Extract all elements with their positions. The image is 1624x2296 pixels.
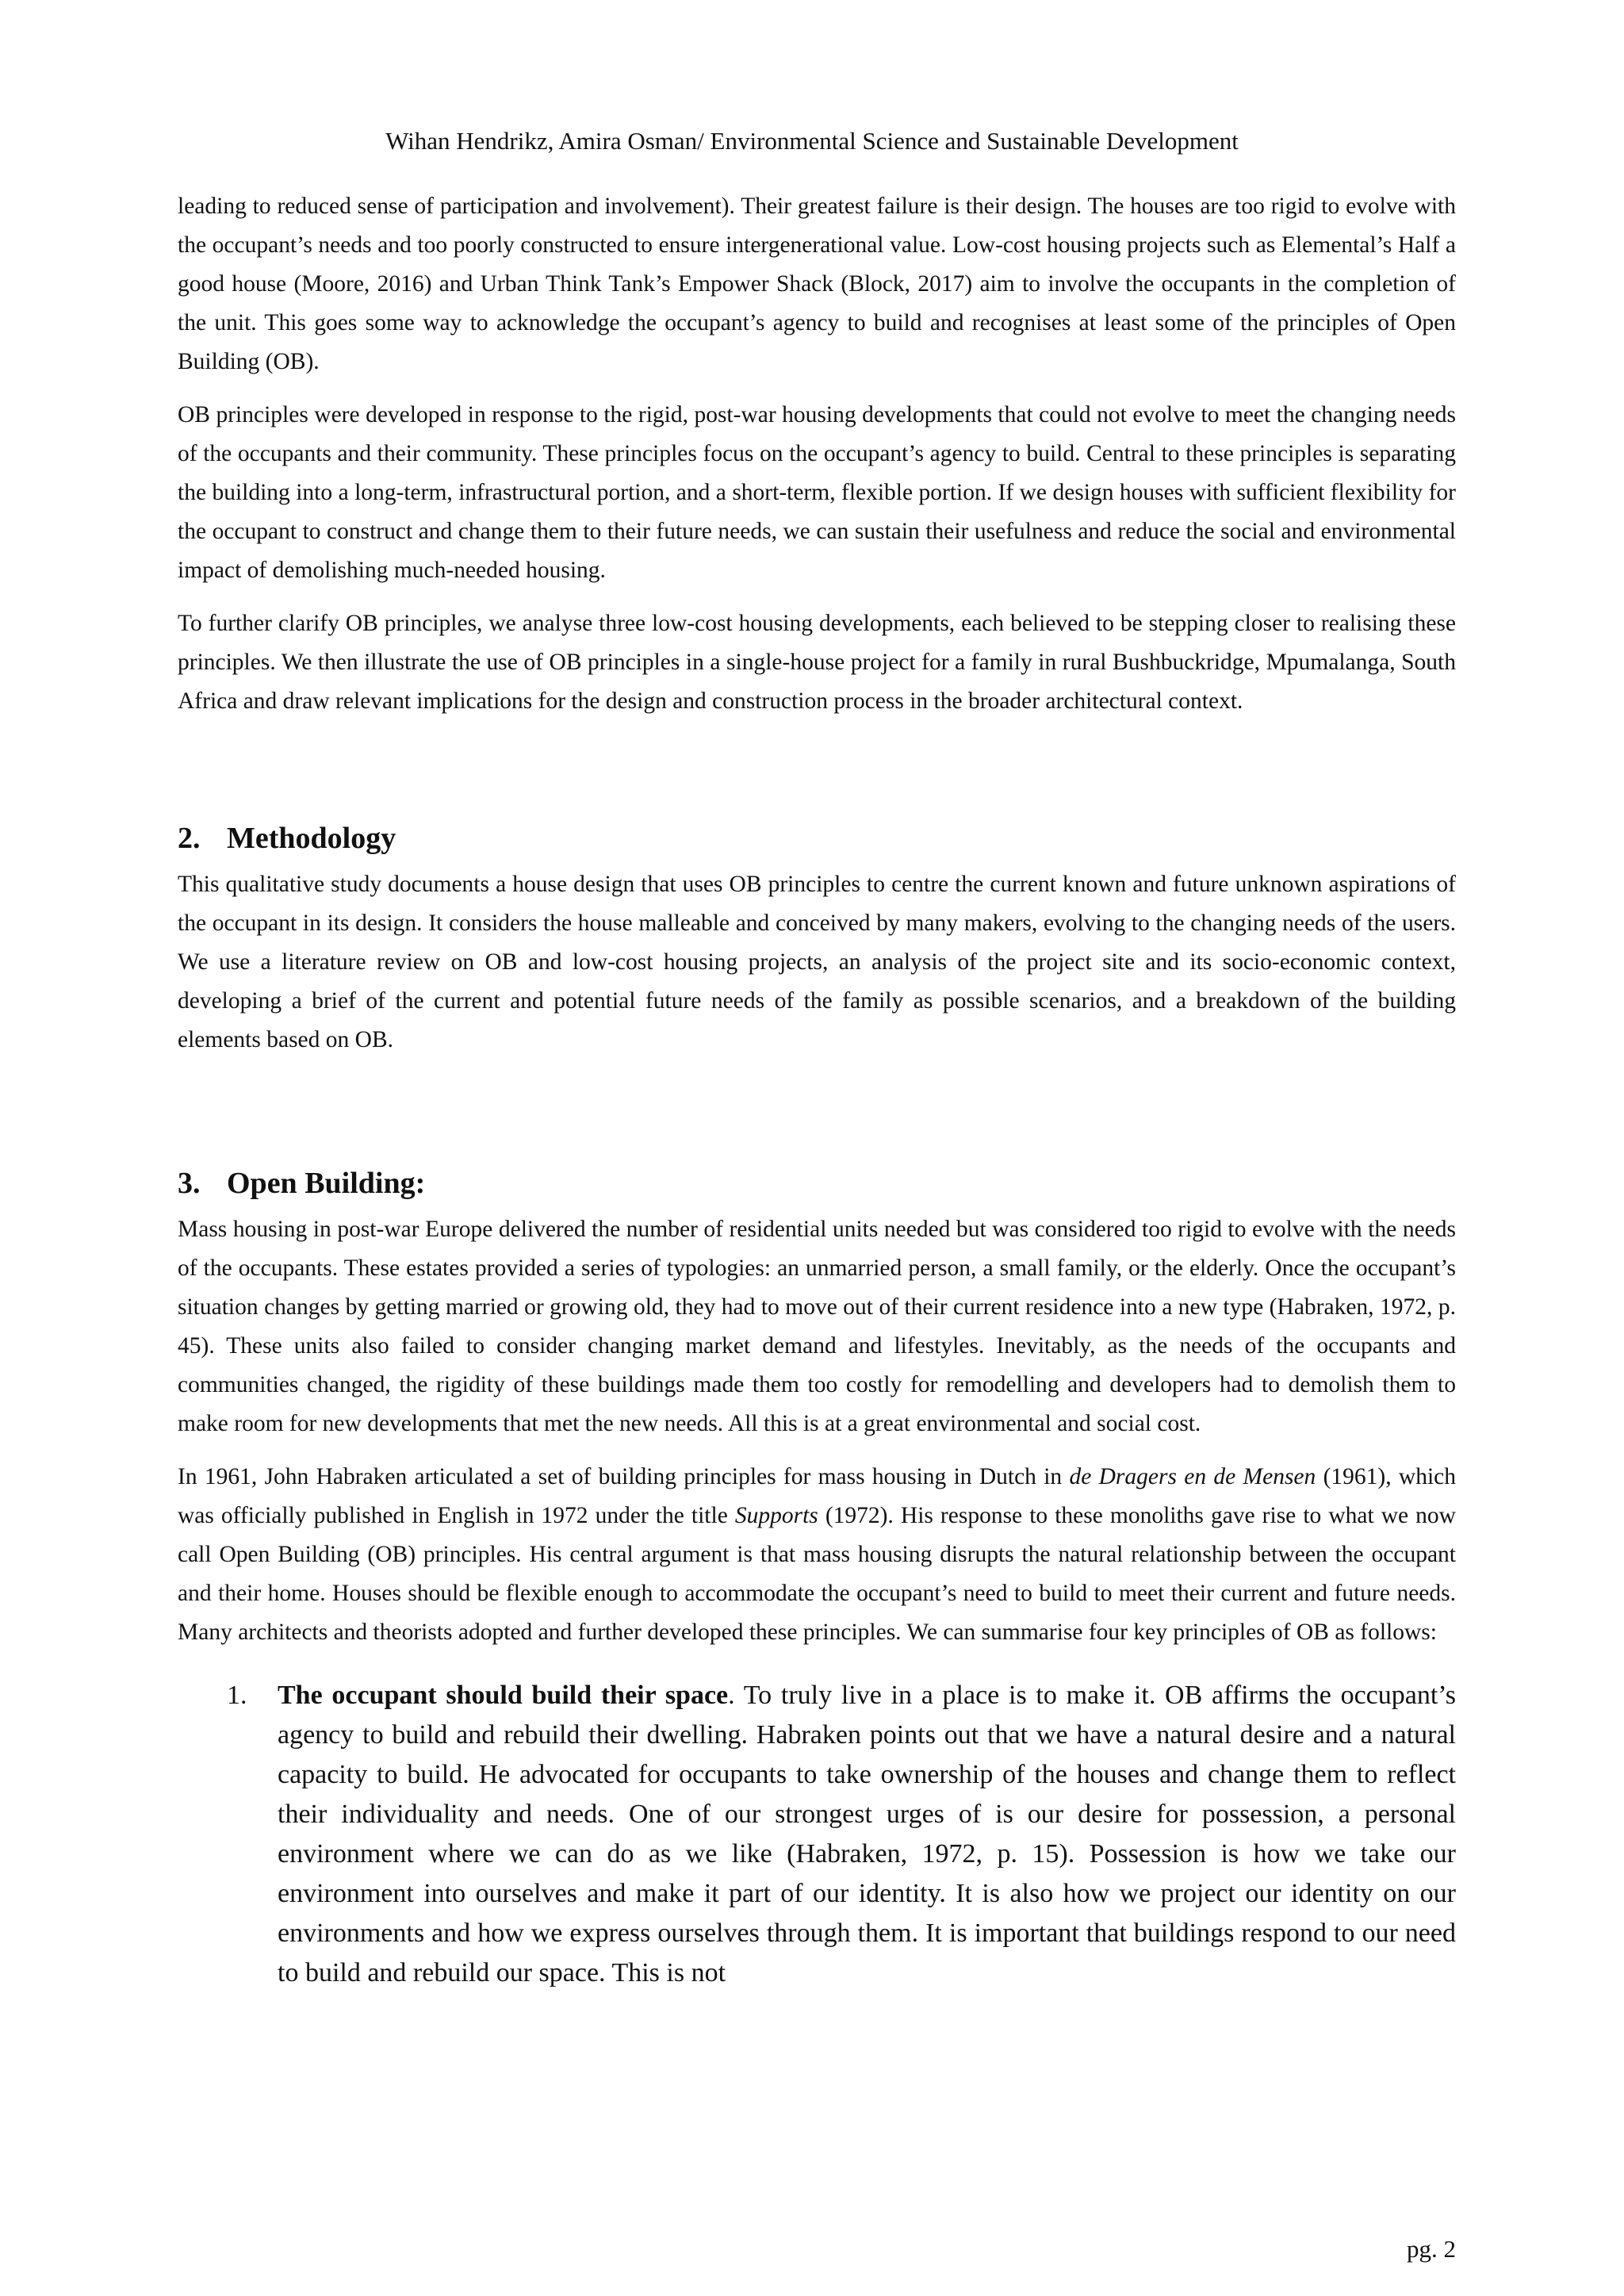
page-number: pg. 2 bbox=[1407, 2235, 1456, 2263]
section-spacer bbox=[178, 735, 1456, 818]
section-heading-methodology bbox=[178, 818, 1456, 859]
section-number: 2. bbox=[178, 822, 201, 855]
body-content bbox=[178, 187, 1456, 1993]
text-run: (1972). His response to these monoliths gave rise to what we now call Open Building (OB) principles. His central argument is that mass housing disrupts the natural relationship between the occupant and their home. Houses should be flexible enough to accommodate the occupant’s need to build to meet their current and future needs. Many architects and theorists adopted and further developed these principles. We can summarise four key principles of OB as follows: bbox=[178, 1503, 1456, 1645]
open-building-paragraph-2 bbox=[178, 1458, 1456, 1652]
book-title-english: Supports bbox=[734, 1503, 818, 1528]
principle-text: . To truly live in a place is to make it. OB affirms the occupant’s agency to build and rebuild their dwelling. Habraken points out that we have a natural desire and a natural capacity to build. He advocated for occupants to take ownership of the houses and change them to reflect their individuality and needs. One of our strongest urges of is our desire for possession, a personal environment where we can do as we like (Habraken, 1972, p. 15). Possession is how we take our environment into ourselves and make it part of our identity. It is also how we project our identity on our environments and how we express ourselves through them. It is important that buildings respond to our need to build and rebuild our space. This is not bbox=[278, 1681, 1456, 1987]
methodology-paragraph: This qualitative study documents a house design that uses OB principles to centre the current known and future unknown aspirations of the occupant in its design. It considers the house malleable and conceived by many makers, evolving to the changing needs of the users. We use a literature review on OB and low-cost housing projects, an analysis of the project site and its socio-economic context, developing a brief of the current and potential future needs of the family as possible scenarios, and a breakdown of the building elements based on OB. bbox=[178, 872, 1456, 1052]
list-marker: 1. bbox=[227, 1681, 247, 1710]
section-heading-open-building bbox=[178, 1163, 1456, 1204]
principles-list bbox=[178, 1676, 1456, 1993]
section-title-text: Methodology bbox=[227, 822, 396, 855]
text-run: In 1961, John Habraken articulated a set of building principles for mass housing in Dutch in bbox=[178, 1464, 1070, 1489]
intro-paragraph-3: To further clarify OB principles, we analyse three low-cost housing developments, each believed to be stepping closer to realising these principles. We then illustrate the use of OB principles in a single-house project for a family in rural Bushbuckridge, Mpumalanga, South Africa and draw relevant implications for the design and construction process in the broader architectural context. bbox=[178, 611, 1456, 714]
book-title-dutch: de Dragers en de Mensen bbox=[1069, 1464, 1316, 1489]
principle-lead: The occupant should build their space bbox=[278, 1681, 729, 1710]
running-header: Wihan Hendrikz, Amira Osman/ Environmental Science and Sustainable Development bbox=[385, 127, 1239, 155]
section-title-text: Open Building: bbox=[227, 1167, 426, 1200]
intro-paragraph-1: leading to reduced sense of participation and involvement). Their greatest failure is their design. The houses are too rigid to evolve with the occupant’s needs and too poorly constructed to ensure intergenerational value. Low-cost housing projects such as Elemental’s Half a good house (Moore, 2016) and Urban Think Tank’s Empower Shack (Block, 2017) aim to involve the occupants in the completion of the unit. This goes some way to acknowledge the occupant’s agency to build and recognises at least some of the principles of Open Building (OB). bbox=[178, 194, 1456, 374]
section-spacer bbox=[178, 1074, 1456, 1163]
intro-paragraph-2: OB principles were developed in response to the rigid, post-war housing developments that could not evolve to meet the changing needs of the occupants and their community. These principles focus on the occupant’s agency to build. Central to these principles is separating the building into a long-term, infrastructural portion, and a short-term, flexible portion. If we design houses with sufficient flexibility for the occupant to construct and change them to their future needs, we can sustain their usefulness and reduce the social and environmental impact of demolishing much-needed housing. bbox=[178, 402, 1456, 583]
text-run: (1961), which was officially published in English in 1972 under the title bbox=[178, 1464, 1456, 1528]
list-item bbox=[178, 1676, 1456, 1993]
section-number: 3. bbox=[178, 1167, 201, 1200]
open-building-paragraph-1: Mass housing in post-war Europe delivered the number of residential units needed but was considered too rigid to evolve with the needs of the occupants. These estates provided a series of typologies: an unmarried person, a small family, or the elderly. Once the occupant’s situation changes by getting married or growing old, they had to move out of their current residence into a new type (Habraken, 1972, p. 45). These units also failed to consider changing market demand and lifestyles. Inevitably, as the needs of the occupants and communities changed, the rigidity of these buildings made them too costly for remodelling and developers had to demolish them to make room for new developments that met the new needs. All this is at a great environmental and social cost. bbox=[178, 1217, 1456, 1436]
